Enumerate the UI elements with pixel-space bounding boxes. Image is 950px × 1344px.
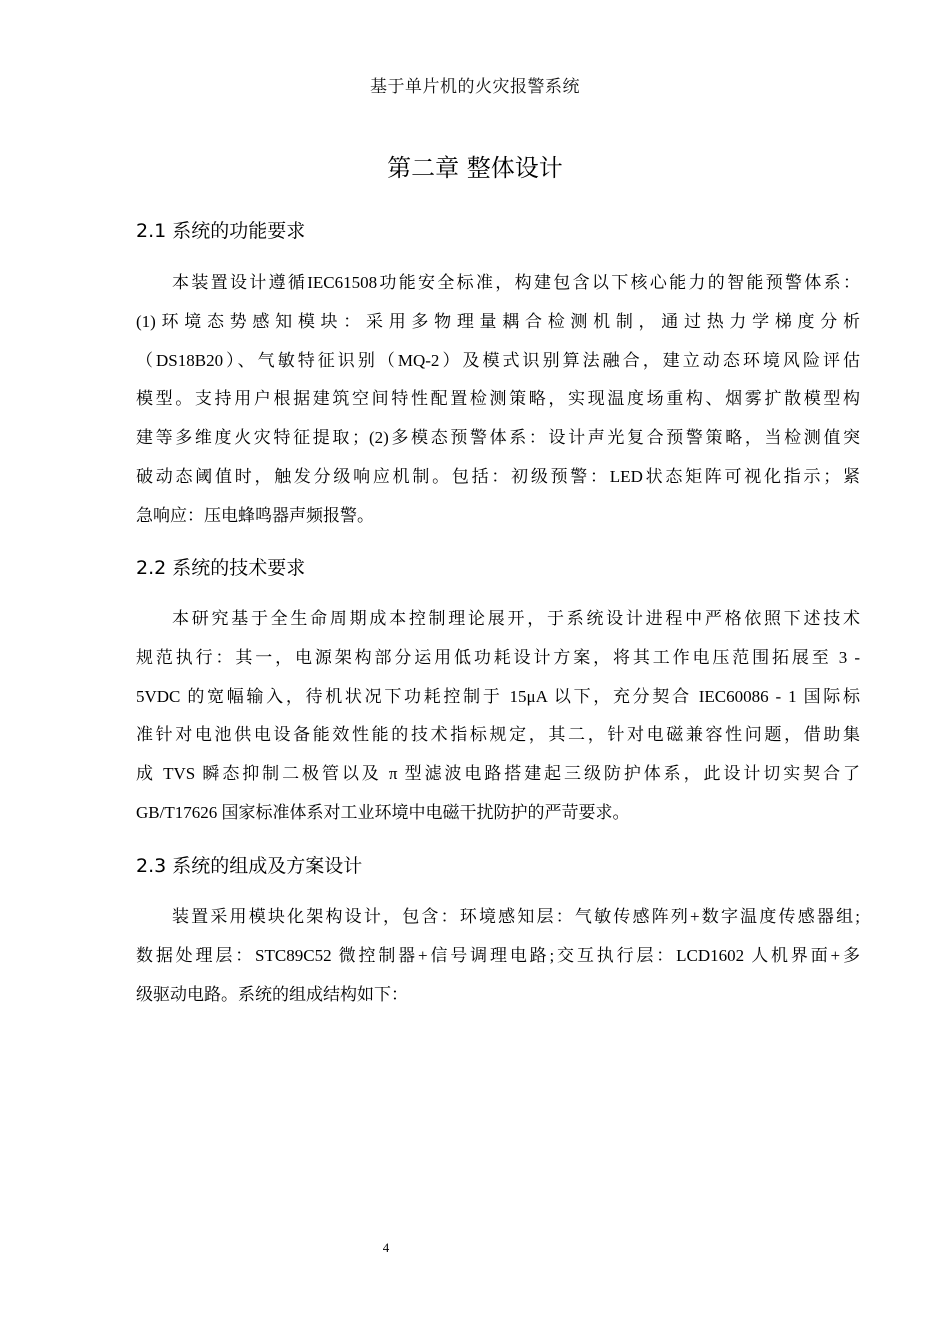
section-heading-2-3: 2.3 系统的组成及方案设计 [136,855,363,877]
section-2-1-paragraph [136,264,860,536]
paragraph-line: GB/T17626 国家标准体系对工业环境中电磁干扰防护的严苛要求。 [136,802,630,822]
paragraph-line: 模型。支持用户根据建筑空间特性配置检测策略，实现温度场重构、烟雾扩散模型构 [136,389,860,409]
paragraph-line: 本研究基于全生命周期成本控制理论展开，于系统设计进程中严格依照下述技术 [172,609,860,628]
running-header: 基于单片机的火灾报警系统 [370,77,580,96]
paragraph-line: 规范执行：其一，电源架构部分运用低功耗设计方案，将其工作电压范围拓展至 3 - [136,647,860,667]
paragraph-line: （DS18B20）、气敏特征识别（MQ-2）及模式识别算法融合，建立动态环境风险评估 [136,350,860,370]
paragraph-line: 本装置设计遵循IEC61508功能安全标准，构建包含以下核心能力的智能预警体系： [172,273,860,292]
paragraph-line: 成 TVS 瞬态抑制二极管以及 π 型滤波电路搭建起三级防护体系，此设计切实契合了 [136,764,860,784]
paragraph-line: 级驱动电路。系统的组成结构如下： [136,984,408,1004]
paragraph-line: 急响应：压电蜂鸣器声频报警。 [136,505,374,525]
paragraph-line: 装置采用模块化架构设计，包含：环境感知层：气敏传感阵列+数字温度传感器组; [172,907,860,926]
paragraph-line: 数据处理层：STC89C52 微控制器+信号调理电路;交互执行层：LCD1602 人机界面+多 [136,945,860,965]
section-2-3-paragraph [136,898,860,1014]
section-heading-2-2: 2.2 系统的技术要求 [136,557,306,579]
paragraph-line: 破动态阈值时，触发分级响应机制。包括：初级预警：LED状态矩阵可视化指示；紧 [136,466,860,486]
paragraph-line: 准针对电池供电设备能效性能的技术指标规定，其二，针对电磁兼容性问题，借助集 [136,725,860,745]
section-2-2-paragraph [136,600,860,833]
section-heading-2-1: 2.1 系统的功能要求 [136,220,306,242]
chapter-title: 第二章 整体设计 [387,154,563,182]
page-number: 4 [382,1240,390,1255]
paragraph-line: (1)环境态势感知模块：采用多物理量耦合检测机制，通过热力学梯度分析 [136,311,860,331]
paragraph-line: 建等多维度火灾特征提取；(2)多模态预警体系：设计声光复合预警策略，当检测值突 [136,428,860,448]
paragraph-line: 5VDC 的宽幅输入，待机状况下功耗控制于 15μA 以下，充分契合 IEC60086 - 1 国际标 [136,686,860,706]
